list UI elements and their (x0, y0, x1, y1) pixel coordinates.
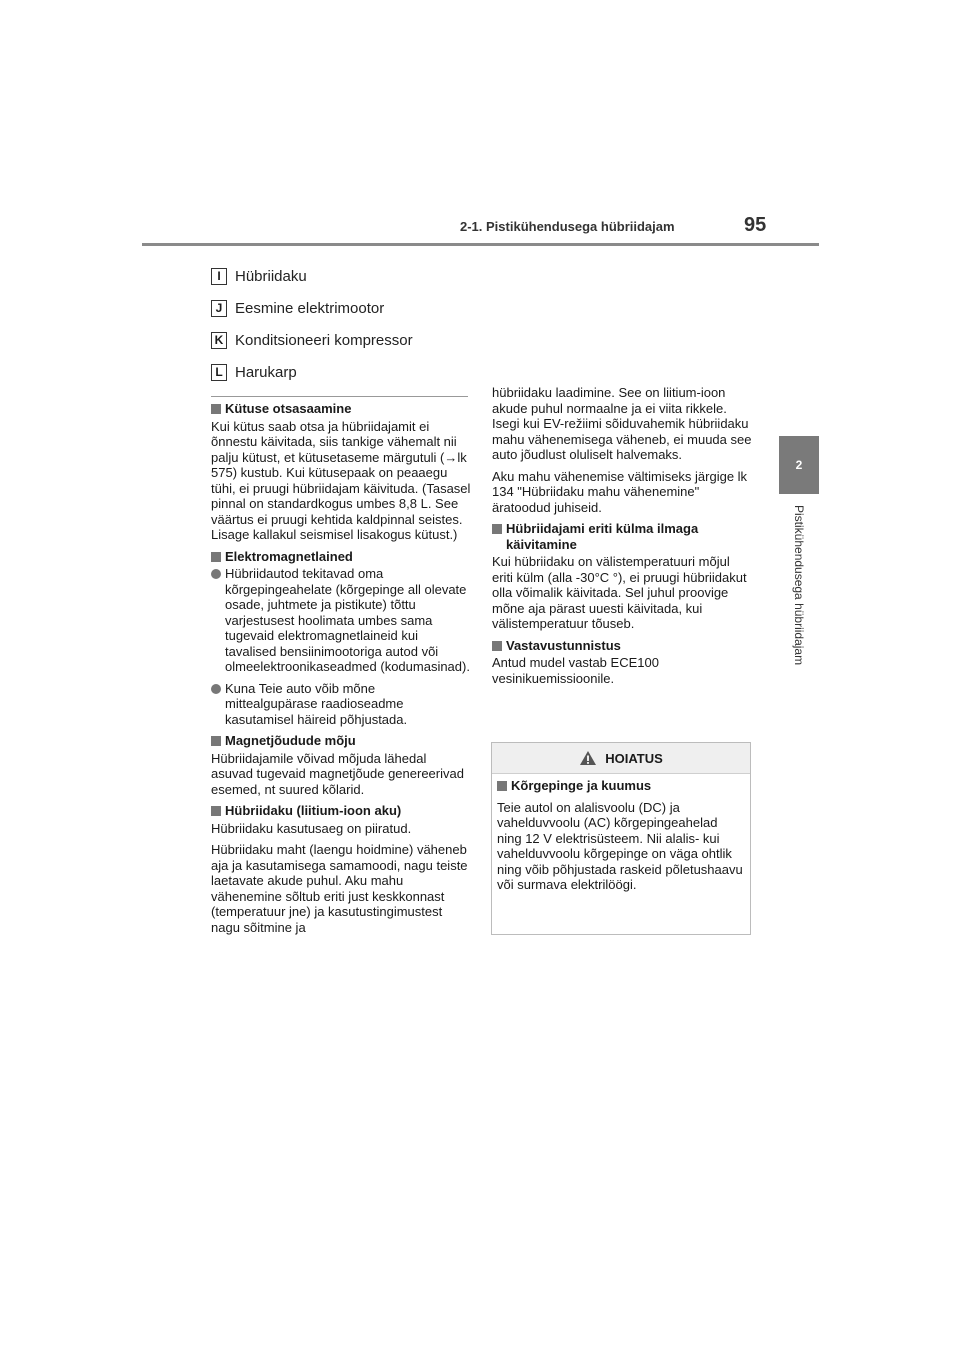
magnet-heading: Magnetjõudude mõju (211, 733, 471, 749)
legend-key: L (211, 364, 227, 381)
conformity-paragraph: Antud mudel vastab ECE100 vesinikuemissioonile. (492, 655, 659, 686)
square-bullet-icon (211, 736, 221, 746)
square-bullet-icon (492, 641, 502, 651)
magnet-paragraph: Hübriidajamile võivad mõjuda lähedal asuvad tugevaid magnetjõude genereerivad esemed, nt suured kõlarid. (211, 750, 464, 797)
warning-box (491, 742, 751, 935)
legend-text: Eesmine elektrimootor (235, 299, 385, 317)
section-title: 2-1. Pistikühendusega hübriidajam (460, 219, 675, 234)
battery-paragraph: Hübriidaku maht (laengu hoidmine) väheneb aja ja kasutamisega samamoodi, nagu teiste laetavate akude puhul. Aku mahu vähenemine sõltub eriti just keskkonnast (temperatuur jne) ja kasutustingimustest nagu sõitmine ja (211, 842, 468, 935)
conformity-heading: Vastavustunnistus (492, 638, 754, 654)
warning-text: Teie autol on alalisvoolu (DC) ja vahelduvvoolu (AC) kõrgepingeahelad ning 12 V elektrisüsteem. Nii alalis- kui vahelduvvoolu kõrgepinge on väga ohtlik ning võib põhjustada raskeid põletushaavu või surmava elektrilöögi. (497, 799, 743, 892)
battery-paragraph: Aku mahu vähenemise vältimiseks järgige lk 134 "Hübriidaku mahu vähenemine" äratoodud juhiseid. (492, 468, 748, 515)
legend-item (211, 260, 413, 292)
legend-text: Harukarp (235, 363, 297, 381)
page-number: 95 (744, 214, 767, 236)
square-bullet-icon (211, 806, 221, 816)
legend-text: Konditsioneeri kompressor (235, 331, 413, 349)
battery-paragraph: Hübriidaku kasutusaeg on piiratud. (211, 820, 412, 836)
legend-item (211, 292, 413, 324)
header-rule (142, 243, 819, 246)
em-heading: Elektromagnetlained (211, 549, 471, 565)
chapter-tab (779, 436, 819, 494)
legend-key: I (211, 268, 227, 285)
warning-header (492, 743, 750, 774)
round-bullet-icon (211, 569, 221, 579)
legend-key: K (211, 332, 227, 349)
right-column (492, 385, 754, 692)
cold-start-heading: Hübriidajami eriti külma ilmaga käivitamine (492, 521, 754, 552)
legend-key: J (211, 300, 227, 317)
square-bullet-icon (492, 524, 502, 534)
square-bullet-icon (211, 404, 221, 414)
cold-start-paragraph: Kui hübriidaku on välistemperatuuri mõjul eriti külm (alla -30°C °), ei pruugi hübriidakut olla võimalik käivitada. Sel juhul proovige mõne aja pärast uuesti käivitada, kui välistemperatuur tõuseb. (492, 554, 747, 631)
battery-paragraph: hübriidaku laadimine. See on liitium-ioon akude puhul normaalne ja ei viita rikkele. Isegi kui EV-režiimi sõiduvahemik hübriidaku mahu vähenemisega väheneb, ei muuda see auto jõudlust oluliselt halvemaks. (492, 385, 752, 462)
chapter-side-label (784, 505, 814, 715)
square-bullet-icon (211, 552, 221, 562)
column-rule (211, 396, 468, 397)
chapter-number: 2 (795, 458, 803, 472)
square-bullet-icon (497, 781, 507, 791)
left-column (211, 401, 471, 941)
warning-triangle-icon (579, 750, 597, 766)
em-bullet: Hübriidautod tekitavad oma kõrgepingeahelate (kõrgepinge all olevate osade, juhtmete ja pistikute) tõttu varjestusest hoolimata umbes sama tugevaid elektromagnetlaineid kui tavalised bensiinimootoriga autod või olmeelektroonikaseadmed (kodumasinad). (211, 566, 471, 675)
chapter-label-text: Pistikühendusega hübriidajam (792, 505, 806, 666)
arrow-icon: → (444, 449, 458, 465)
warning-body (492, 774, 750, 893)
legend-item (211, 356, 413, 388)
component-legend (211, 260, 413, 388)
warning-heading: HOIATUS (605, 750, 663, 766)
legend-text: Hübriidaku (235, 267, 307, 285)
fuel-paragraph: Kui kütus saab otsa ja hübriidajamit ei õnnestu käivitada, siis tankige vähemalt nii palju kütust, et kütusetaseme märgutuli (→lk 575) kustub. Kui kütusepaak on peaaegu tühi, ei pruugi hübriidajam käivituda. (Tasasel pinnal on standardkogus umbes 8,8 L. See väärtus ei pruugi kehtida kaldpinnal seistes. Lisage kallakul seismisel lisakogus kütust.) (211, 418, 471, 542)
em-bullet: Kuna Teie auto võib mõne mittealgupärase raadioseadme kasutamisel häireid põhjustada. (211, 681, 471, 728)
fuel-heading: Kütuse otsasaamine (211, 401, 471, 417)
warning-title: Kõrgepinge ja kuumus (497, 778, 745, 794)
legend-item (211, 324, 413, 356)
battery-heading: Hübriidaku (liitium-ioon aku) (211, 803, 471, 819)
round-bullet-icon (211, 684, 221, 694)
